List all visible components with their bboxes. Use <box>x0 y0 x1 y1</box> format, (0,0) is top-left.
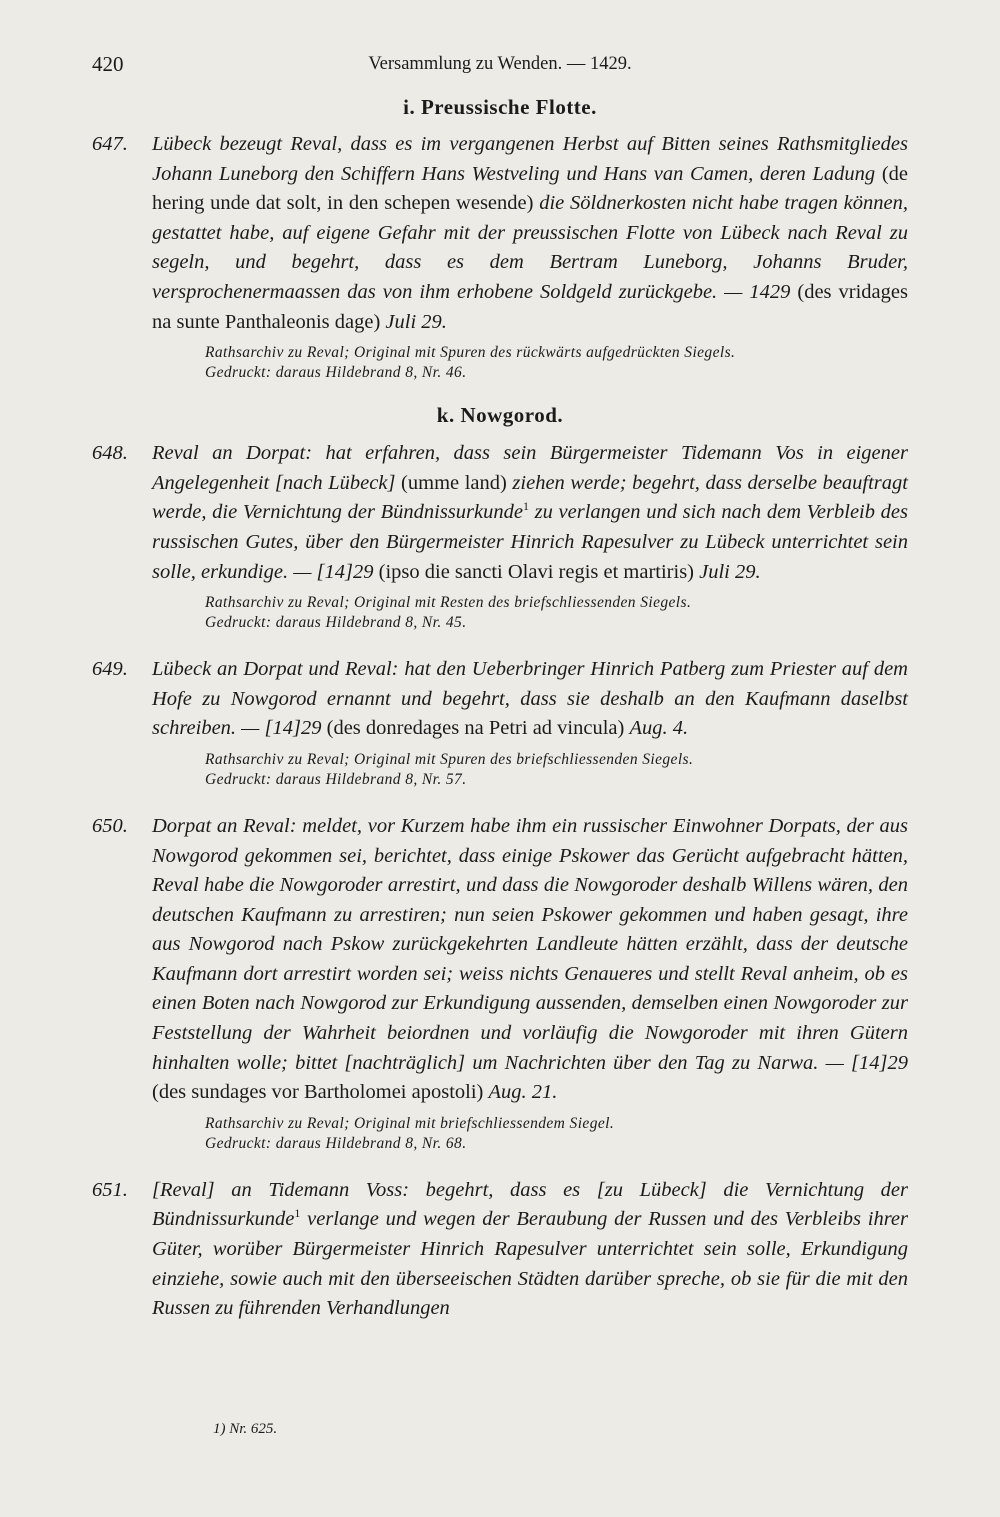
printed-note: Gedruckt: daraus Hildebrand 8, Nr. 45. <box>205 614 467 632</box>
printed-note: Gedruckt: daraus Hildebrand 8, Nr. 57. <box>205 770 467 788</box>
footnote-ref: 1 <box>294 1206 301 1221</box>
page-body <box>0 92 1000 1324</box>
entry-text: Lübeck an Dorpat und Reval: hat den Ueberbringer Hinrich Patberg zum Priester auf dem Hofe zu Nowgorod ernannt und begehrt, dass sie deshalb an den Kaufmann daselbst schreiben. — [14]29 <box>152 658 908 740</box>
entry-text: Lübeck bezeugt Reval, dass es im vergangenen Herbst auf Bitten seines Rathsmitgliedes Johann Luneborg den Schiffern Hans Westveling und Hans van Camen, deren Ladung <box>152 133 908 185</box>
footnote-mark: 1) <box>213 1421 226 1437</box>
printed-note: Gedruckt: daraus Hildebrand 8, Nr. 46. <box>205 364 467 382</box>
entry-text: die Söldnerkosten nicht habe tragen können, gestattet habe, auf eigene Gefahr mit der preussischen Flotte von Lübeck nach Reval zu segeln, und begehrt, dass es dem Bertram Luneborg, Johanns Bruder, versprochenermaassen das von ihm erhobene Soldgeld zurückgebe. — 1429 <box>152 192 909 303</box>
entry-649 <box>92 655 908 744</box>
archive-note: Rathsarchiv zu Reval; Original mit Spuren des rückwärts aufgedrückten Siegels. <box>205 344 736 362</box>
entry-date: Aug. 21. <box>488 1081 558 1104</box>
running-title: Versammlung zu Wenden. — 1429. <box>368 54 632 74</box>
entry-source <box>205 593 908 633</box>
entry-number: 647. <box>92 133 128 155</box>
entry-date: Juli 29. <box>385 310 447 333</box>
entry-date: Juli 29. <box>699 560 761 583</box>
entry-quote: (des sundages vor Bartholomei apostoli) <box>152 1081 489 1104</box>
entry-651 <box>92 1176 908 1324</box>
entry-number: 650. <box>92 814 128 837</box>
entry-650 <box>92 812 908 1108</box>
entry-text: Dorpat an Reval: meldet, vor Kurzem habe ihm ein russischer Einwohner Dorpats, der aus Nowgorod gekommen sei, berichtet, dass einige Pskower das Gerücht aufgebracht hätten, Reval habe die Nowgoroder arrestirt, und dass die Nowgoroder deshalb Willens wären, den deutschen Kaufmann zu arrestiren; nun seien Pskower gekommen und haben gesagt, ihre aus Nowgorod nach Pskow zurückgekehrten Landleute hätten erzählt, dass der deutsche Kaufmann dort arrestirt worden sei; weiss nichts Genaueres und stellt Reval anheim, ob es einen Boten nach Nowgorod zur Erkundigung aussenden, demselben einen Nowgoroder zur Feststellung der Wahrheit beiordnen und vorläufig die Nowgoroder mit ihren Gütern hinhalten wolle; bittet [nachträglich] um Nachrichten über den Tag zu Narwa. — [14]29 <box>152 814 908 1074</box>
footnote-ref: 1 <box>522 499 529 514</box>
entry-source <box>205 343 908 383</box>
entry-date: Aug. 4. <box>629 717 689 740</box>
entry-quote: (des vridages na sunte Panthaleonis dage) <box>152 280 908 333</box>
entry-number: 651. <box>92 1178 128 1201</box>
entry-quote: (ipso die sancti Olavi regis et martiris) <box>373 560 700 583</box>
entry-text: zu verlangen und sich nach dem Verbleib des russischen Gutes, über den Bürgermeister Hinrich Rapesulver zu Lübeck unterrichtet sein solle, erkundige. — [14]29 <box>152 501 909 583</box>
printed-note: Gedruckt: daraus Hildebrand 8, Nr. 68. <box>205 1134 467 1152</box>
entry-number: 649. <box>92 658 128 681</box>
archive-note: Rathsarchiv zu Reval; Original mit Resten des briefschliessenden Siegels. <box>205 594 692 612</box>
archive-note: Rathsarchiv zu Reval; Original mit Spuren des briefschliessenden Siegels. <box>205 750 694 768</box>
entry-source <box>205 1114 908 1154</box>
page-header <box>92 52 908 86</box>
page-number: 420 <box>92 52 124 76</box>
archive-note: Rathsarchiv zu Reval; Original mit briefschliessendem Siegel. <box>205 1114 615 1132</box>
entry-648 <box>92 439 909 587</box>
footnote-text: Nr. 625. <box>229 1421 278 1437</box>
entry-text: ziehen werde; begehrt, dass derselbe beauftragt werde, die Vernichtung der Bündnissurkunde <box>152 471 908 524</box>
entry-quote: (umme land) <box>395 471 513 494</box>
entry-quote: (des donredages na Petri ad vincula) <box>321 717 630 740</box>
entry-quote: (de hering unde dat solt, in den schepen wesende) <box>152 162 908 215</box>
entry-text: [Reval] an Tidemann Voss: begehrt, dass es [zu Lübeck] die Vernichtung der Bündnissurkunde <box>152 1178 908 1231</box>
section-heading: k. Nowgorod. <box>436 403 564 428</box>
section-heading: i. Preussische Flotte. <box>403 95 597 119</box>
entry-text: Reval an Dorpat: hat erfahren, dass sein Bürgermeister Tidemann Vos in eigener Angelegenheit [nach Lübeck] <box>152 442 908 494</box>
entry-source <box>205 750 908 790</box>
entry-647 <box>92 130 909 337</box>
footnote <box>213 1421 277 1438</box>
entry-number: 648. <box>92 442 128 465</box>
entry-text: verlange und wegen der Beraubung der Russen und des Verbleibs ihrer Güter, worüber Bürgermeister Hinrich Rapesulver unterrichtet sein solle, Erkundigung einziehe, sowie auch mit den überseeischen Städten darüber spreche, ob sie für die mit den Russen zu führenden Verhandlungen <box>152 1208 908 1320</box>
